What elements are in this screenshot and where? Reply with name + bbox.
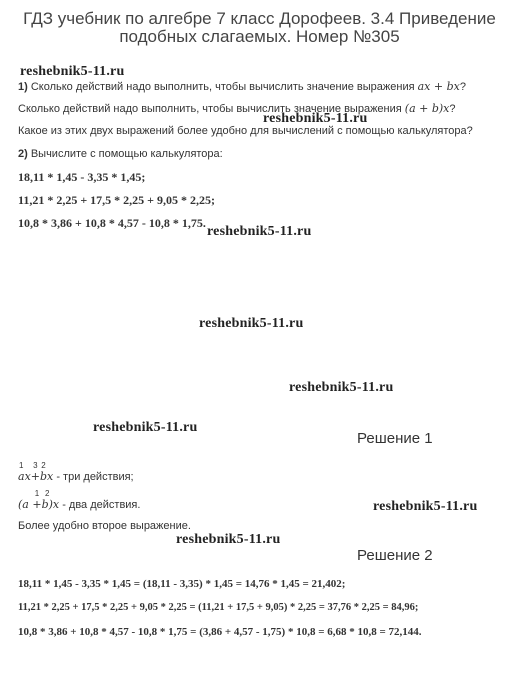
solution-1-plus-2: + 1 — [32, 489, 42, 511]
solution-1-line-1-text: - три действия; — [53, 471, 134, 483]
solution-1-line-1 — [18, 461, 134, 483]
solution-2-heading: Решение 2 — [357, 547, 433, 564]
task-question-2-end: ? — [449, 103, 456, 115]
task-question-3: Какое из этих двух выражений более удобно для вычислений с помощью калькулятора? — [18, 125, 473, 137]
page-title — [0, 10, 519, 46]
solution-1-close: b) 2 — [41, 489, 53, 511]
action-number: 1 — [34, 489, 40, 498]
task-part-1-text: Сколько действий надо выполнить, чтобы вычислить значение выражения — [27, 81, 418, 93]
task-part-2-number: 2) — [18, 148, 28, 160]
action-number: 3 — [33, 461, 38, 470]
solution-1-heading: Решение 1 — [357, 430, 433, 447]
solution-1-term-x3: x — [52, 498, 60, 511]
task-part-2-text: Вычислите с помощью калькулятора: — [27, 148, 223, 160]
watermark: reshebnik5-11.ru — [176, 532, 281, 547]
solution-2-line-1: 18,11 * 1,45 - 3,35 * 1,45 = (18,11 - 3,35) * 1,45 = 14,76 * 1,45 = 21,402; — [18, 578, 346, 590]
task-part-1-expression: ax + bx — [417, 80, 460, 93]
solution-1-open: (a — [18, 498, 33, 511]
solution-1-term-x2: x — [47, 470, 54, 483]
watermark: reshebnik5-11.ru — [207, 224, 312, 239]
solution-2-line-3: 10,8 * 3,86 + 10,8 * 4,57 - 10,8 * 1,75 = (3,86 + 4,57 - 1,75) * 10,8 = 6,68 * 10,8 = 72,144. — [18, 626, 422, 638]
action-number: 2 — [41, 461, 46, 470]
page-title-line-1: ГДЗ учебник по алгебре 7 класс Дорофеев. 3.4 Приведение — [23, 9, 496, 28]
task-part-1-number: 1) — [18, 81, 28, 93]
watermark: reshebnik5-11.ru — [263, 111, 368, 126]
watermark: reshebnik5-11.ru — [373, 499, 478, 514]
solution-1-term-x: x — [24, 470, 31, 483]
task-question-2-expression: (a + b)x — [404, 102, 450, 115]
solution-1-line-2 — [18, 489, 141, 511]
task-expression-2: 11,21 * 2,25 + 17,5 * 2,25 + 9,05 * 2,25; — [18, 193, 216, 207]
task-question-2-text: Сколько действий надо выполнить, чтобы вычислить значение выражения — [18, 103, 405, 115]
task-expression-3: 10,8 * 3,86 + 10,8 * 4,57 - 10,8 * 1,75. — [18, 216, 206, 230]
page-title-line-2: подобных слагаемых. Номер №305 — [119, 27, 400, 46]
solution-1-term-b: b 2 — [40, 461, 48, 483]
watermark: reshebnik5-11.ru — [199, 316, 304, 331]
task-part-2 — [18, 148, 223, 160]
solution-1-plus: + 3 — [30, 461, 40, 483]
watermark: reshebnik5-11.ru — [20, 64, 125, 79]
watermark: reshebnik5-11.ru — [93, 420, 198, 435]
solution-1-term-a: a 1 — [18, 461, 25, 483]
action-number: 2 — [45, 489, 50, 498]
task-part-1 — [18, 80, 466, 93]
task-expression-1: 18,11 * 1,45 - 3,35 * 1,45; — [18, 170, 146, 184]
solution-1-line-2-text: - два действия. — [59, 499, 141, 511]
watermark: reshebnik5-11.ru — [289, 380, 394, 395]
solution-1-conclusion: Более удобно второе выражение. — [18, 520, 191, 532]
task-part-1-end: ? — [459, 81, 466, 93]
task-question-2 — [18, 102, 456, 115]
solution-2-line-2: 11,21 * 2,25 + 17,5 * 2,25 + 9,05 * 2,25 = (11,21 + 17,5 + 9,05) * 2,25 = 37,76 * 2,25 = 84,96; — [18, 602, 419, 613]
action-number: 1 — [19, 461, 24, 470]
